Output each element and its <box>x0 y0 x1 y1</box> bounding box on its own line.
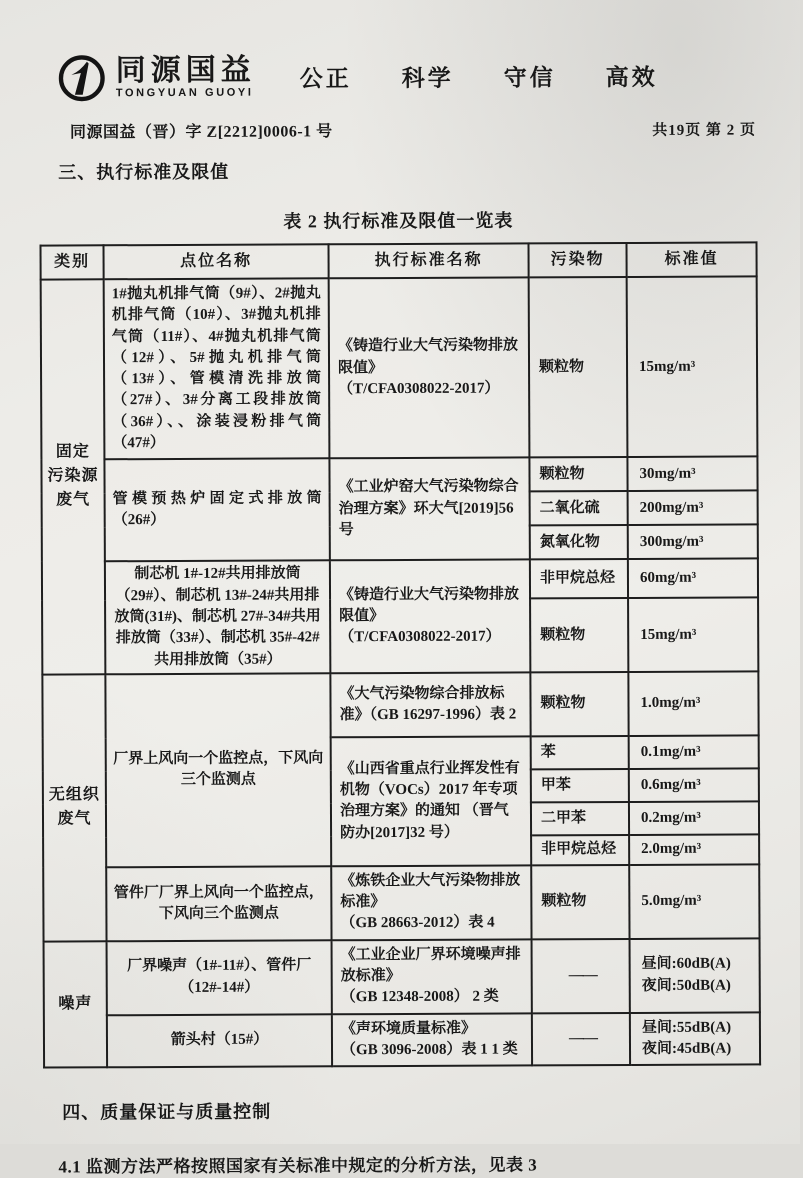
site-cell: 箭头村（15#） <box>107 1014 332 1068</box>
pollutant-cell: 甲苯 <box>531 769 629 802</box>
pollutant-cell: 颗粒物 <box>530 598 628 672</box>
limit-cell: 15mg/m³ <box>628 598 758 672</box>
brand-text <box>116 54 256 99</box>
pollutant-cell: 氮氧化物 <box>530 525 628 559</box>
limit-cell: 昼间:60dB(A) 夜间:50dB(A) <box>630 938 760 1012</box>
category-cell: 固定 污染源 废气 <box>41 279 106 674</box>
slogan-word-3: 守信 <box>503 65 556 91</box>
section-4-heading: 四、质量保证与质量控制 <box>62 1101 272 1123</box>
paragraph-4-1: 4.1 监测方法严格按照国家有关标准中规定的分析方法，见表 3 <box>58 1155 538 1177</box>
brand-name-en: TONGYUAN GUOYI <box>115 86 254 100</box>
limit-cell: 5.0mg/m³ <box>629 864 759 938</box>
pollutant-cell: 颗粒物 <box>529 457 627 491</box>
limit-cell: 15mg/m³ <box>627 276 758 457</box>
pollutant-cell: 二甲苯 <box>531 802 629 835</box>
category-cell: 无组织 废气 <box>42 674 106 941</box>
table-row <box>42 559 758 601</box>
standard-cell: 《山西省重点行业挥发性有机物（VOCs）2017 年专项治理方案》的通知 （晋气防办[2017]32 号） <box>331 736 532 866</box>
pollutant-cell: 苯 <box>531 736 629 769</box>
table-row <box>42 671 758 738</box>
limit-cell: 昼间:55dB(A) 夜间:45dB(A) <box>630 1012 760 1065</box>
table-header-row <box>41 242 757 279</box>
category-cell: 噪声 <box>44 941 108 1068</box>
standards-table <box>39 241 761 1068</box>
standard-cell: 《工业炉窑大气污染物综合治理方案》环大气[2019]56 号 <box>329 458 529 561</box>
table-row <box>41 276 758 459</box>
table-row <box>44 938 760 1015</box>
brand-name-cn: 同源国益 <box>115 53 256 87</box>
pollutant-cell: 二氧化硫 <box>530 491 628 525</box>
pollutant-cell: 颗粒物 <box>531 865 629 939</box>
circle-one-monogram-icon <box>56 51 108 103</box>
column-header-limit: 标准值 <box>626 242 756 277</box>
column-header-category: 类别 <box>41 245 104 279</box>
site-cell: 厂界上风向一个监控点，下风向三个监测点 <box>105 673 331 867</box>
column-header-standard: 执行标准名称 <box>328 243 528 278</box>
limit-cell: 60mg/m³ <box>628 559 758 599</box>
limit-cell: 1.0mg/m³ <box>628 671 758 736</box>
pollutant-cell: 颗粒物 <box>530 672 628 736</box>
standard-cell: 《炼铁企业大气污染物排放标准》 （GB 28663-2012）表 4 <box>331 865 531 940</box>
limit-cell: 30mg/m³ <box>627 457 757 492</box>
report-header <box>0 0 798 104</box>
site-cell: 管模预热炉固定式排放筒（26#） <box>104 459 329 562</box>
column-header-pollutant: 污染物 <box>528 243 626 277</box>
limit-cell: 0.1mg/m³ <box>629 735 759 769</box>
table-row <box>43 864 759 941</box>
standard-cell: 《铸造行业大气污染物排放限值》 （T/CFA0308022-2017） <box>329 277 530 458</box>
slogan <box>300 59 658 94</box>
site-cell: 制芯机 1#-12#共用排放筒（29#）、制芯机 13#-24#共用排放筒(31#)、制芯机 27#-34#共用排放筒（33#）、制芯机 35#-42#共用排放筒（35#） <box>105 561 330 674</box>
slogan-word-4: 高效 <box>605 64 658 91</box>
page-indicator: 共19页 第 2 页 <box>652 122 757 139</box>
company-logo <box>56 51 256 104</box>
limit-cell: 0.2mg/m³ <box>629 801 759 835</box>
pollutant-cell: —— <box>532 1013 630 1066</box>
pollutant-cell: 非甲烷总烃 <box>531 835 629 865</box>
section-3-heading: 三、执行标准及限值 <box>58 161 230 183</box>
pollutant-cell: 非甲烷总烃 <box>530 559 628 598</box>
pollutant-cell: 颗粒物 <box>529 277 628 458</box>
slogan-word-1: 公正 <box>299 66 352 92</box>
standard-cell: 《大气污染物综合排放标准》（GB 16297-1996）表 2 <box>330 672 530 737</box>
limit-cell: 300mg/m³ <box>628 525 758 560</box>
column-header-site: 点位名称 <box>104 244 329 279</box>
slogan-word-2: 科学 <box>401 65 454 91</box>
table-row <box>44 1012 760 1068</box>
site-cell: 管件厂厂界上风向一个监控点，下风向三个监测点 <box>106 866 331 941</box>
site-cell: 厂界噪声（1#-11#）、管件厂（12#-14#） <box>107 940 332 1015</box>
standard-cell: 《声环境质量标准》 （GB 3096-2008）表 1 1 类 <box>332 1013 532 1066</box>
site-cell: 1#抛丸机排气筒（9#）、2#抛丸机排气筒（10#）、3#抛丸机排气筒（11#）、4#抛丸机排气筒（12#）、5#抛丸机排气筒（13#）、管模清洗排放筒（27#）、3#分离工段排放筒（36#）、、涂装浸粉排气筒（47#） <box>104 278 330 459</box>
doc-number: 同源国益（晋）字 Z[2212]0006-1 号 <box>69 123 333 142</box>
doc-meta-row <box>0 100 798 142</box>
limit-cell: 0.6mg/m³ <box>629 768 759 802</box>
standard-cell: 《工业企业厂界环境噪声排放标准》 （GB 12348-2008） 2 类 <box>332 939 532 1014</box>
limit-cell: 200mg/m³ <box>628 491 758 526</box>
standard-cell: 《铸造行业大气污染物排放限值》 （T/CFA0308022-2017） <box>330 560 530 673</box>
pollutant-cell: —— <box>532 939 630 1013</box>
limit-cell: 2.0mg/m³ <box>629 834 759 865</box>
table-row <box>41 457 757 494</box>
table-title: 表 2 执行标准及限值一览表 <box>283 210 514 232</box>
